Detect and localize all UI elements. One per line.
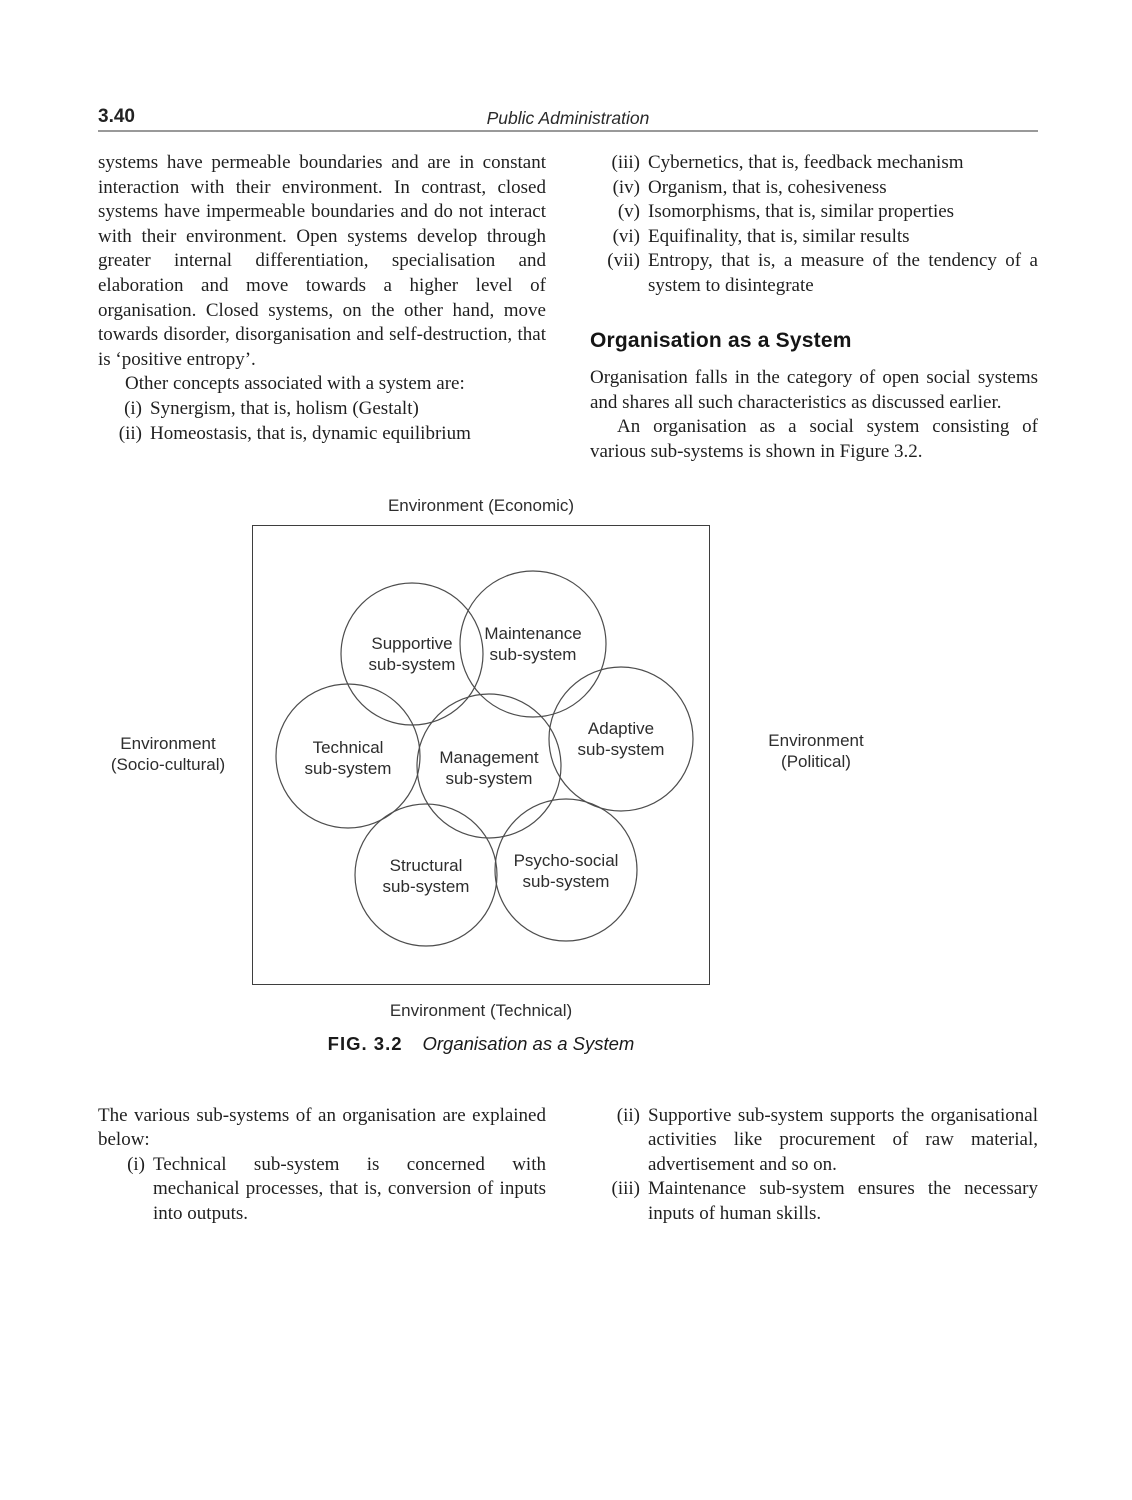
management-subsystem-label — [414, 747, 564, 789]
list-number: (iv) — [612, 176, 640, 198]
list-item-maintenance-subsystem — [590, 1177, 1038, 1226]
list-item-equifinality — [590, 225, 1038, 250]
environment-label-line: Environment — [120, 733, 216, 753]
environment-economic-label: Environment (Economic) — [387, 495, 575, 515]
figure-caption-number: FIG. 3.2 — [327, 1032, 403, 1054]
label-line: sub-system — [304, 758, 392, 778]
environment-label-line: (Political) — [781, 751, 851, 771]
bottom-text-columns — [98, 1104, 1038, 1227]
list-item-synergism — [98, 397, 546, 422]
list-text: Technical sub-system is concerned with mechanical processes, that is, conversion of inputs into outputs. — [153, 1153, 546, 1224]
label-line: Management — [439, 747, 539, 767]
list-number: (iii) — [611, 1178, 640, 1200]
list-text: Organism, that is, cohesiveness — [648, 176, 887, 198]
paragraph-figure-reference: An organisation as a social system consisting of various sub-systems is shown in Figure 3.2. — [590, 416, 1038, 462]
left-column — [98, 151, 546, 465]
list-number: (i) — [124, 397, 142, 419]
paragraph-organisation-open-systems: Organisation falls in the category of open social systems and shares all such characteristics as discussed earlier. — [590, 367, 1038, 413]
list-item-entropy — [590, 249, 1038, 298]
running-title: Public Administration — [486, 108, 650, 128]
organisation-boundary-box — [252, 525, 710, 985]
label-line: sub-system — [489, 644, 577, 664]
paragraph-subsystems-intro: The various sub-systems of an organisation are explained below: — [98, 1104, 546, 1151]
figure-caption-title: Organisation as a System — [422, 1032, 635, 1054]
figure-caption — [228, 1033, 734, 1055]
page-header — [98, 104, 1038, 132]
figure-3-2 — [98, 493, 1038, 1071]
list-number: (vi) — [612, 225, 640, 247]
label-line: sub-system — [368, 654, 456, 674]
label-line: Adaptive — [587, 718, 655, 738]
paragraph-open-closed-systems: systems have permeable boundaries and are in constant interaction with their environment. In contrast, closed systems have impermeable boundaries and do not interact with their environment. Open systems develop through greater internal differentiation, specialisation and elaboration and move towards a higher level of organisation. Closed systems, on the other hand, move towards disorder, disorganisation and self-destruction, that is ‘positive entropy’. — [98, 152, 546, 370]
list-number: (ii) — [616, 1104, 640, 1126]
environment-label-line: (Socio-cultural) — [110, 754, 226, 774]
label-line: sub-system — [445, 768, 533, 788]
list-number: (i) — [127, 1153, 145, 1175]
environment-technical-label: Environment (Technical) — [389, 1000, 573, 1020]
list-item-homeostasis — [98, 422, 546, 447]
list-text: Homeostasis, that is, dynamic equilibrium — [150, 422, 471, 444]
list-item-cybernetics — [590, 151, 1038, 176]
label-line: sub-system — [382, 876, 470, 896]
label-line: Structural — [389, 855, 463, 875]
environment-political-label — [746, 730, 886, 772]
list-number: (vii) — [607, 250, 640, 272]
label-line: sub-system — [522, 871, 610, 891]
technical-subsystem-label — [273, 737, 423, 779]
list-text: Entropy, that is, a measure of the tendency of a system to disintegrate — [648, 250, 1038, 296]
list-text: Maintenance sub-system ensures the necessary inputs of human skills. — [648, 1178, 1038, 1224]
label-line: Supportive — [371, 633, 453, 653]
bottom-left-column — [98, 1104, 546, 1227]
paragraph-other-concepts: Other concepts associated with a system are: — [125, 373, 465, 395]
label-line: Psycho-social — [513, 850, 619, 870]
maintenance-subsystem-label — [458, 623, 608, 665]
right-column — [590, 151, 1038, 465]
list-item-organism — [590, 176, 1038, 201]
page-content — [98, 104, 1038, 1227]
list-item-technical-subsystem — [98, 1153, 546, 1227]
structural-subsystem-label — [351, 855, 501, 897]
psycho-social-subsystem-label — [491, 850, 641, 892]
list-number: (iii) — [611, 152, 640, 173]
label-line: Maintenance — [484, 623, 582, 643]
bottom-right-column — [590, 1104, 1038, 1227]
list-number: (v) — [617, 201, 640, 223]
list-item-supportive-subsystem — [590, 1104, 1038, 1178]
list-text: Synergism, that is, holism (Gestalt) — [150, 397, 419, 419]
list-text: Isomorphisms, that is, similar properties — [648, 201, 955, 223]
page-number: 3.40 — [98, 106, 135, 127]
label-line: Technical — [312, 737, 384, 757]
top-text-columns — [98, 151, 1038, 465]
list-item-isomorphisms — [590, 200, 1038, 225]
environment-label-line: Environment — [768, 730, 864, 750]
label-line: sub-system — [577, 739, 665, 759]
section-heading-organisation-as-a-system: Organisation as a System — [590, 328, 852, 352]
list-text: Supportive sub-system supports the organisational activities like procurement of raw material, advertisement and so on. — [648, 1104, 1038, 1175]
adaptive-subsystem-label — [546, 718, 696, 760]
environment-socio-cultural-label — [98, 733, 238, 775]
list-text: Equifinality, that is, similar results — [648, 225, 910, 247]
list-number: (ii) — [118, 422, 142, 444]
list-text: Cybernetics, that is, feedback mechanism — [648, 152, 964, 173]
